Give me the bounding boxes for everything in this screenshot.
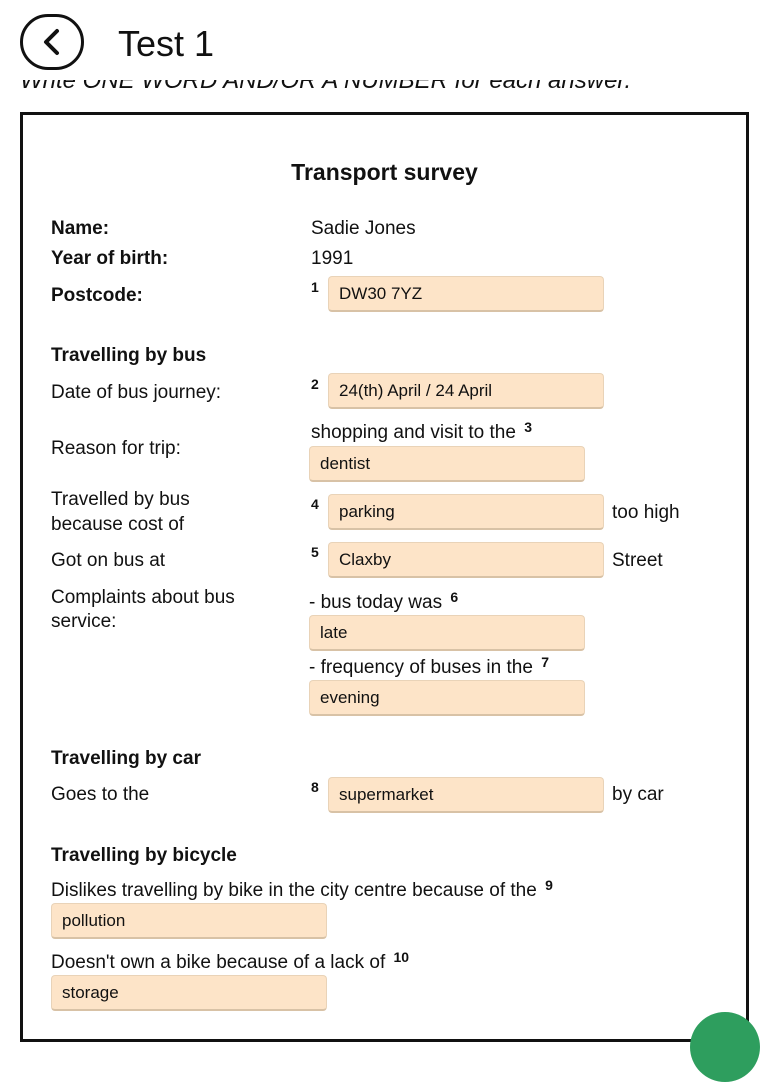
car-heading: Travelling by car	[51, 748, 201, 769]
reason-label: Reason for trip:	[51, 438, 181, 459]
birth-value: 1991	[311, 248, 354, 269]
complaints-label-line1: Complaints about bus	[51, 587, 235, 608]
reason-text: shopping and visit to the $^3$	[311, 419, 532, 443]
answer-field-4[interactable]: parking	[328, 494, 604, 530]
complaints-label-line2: service:	[51, 611, 117, 632]
cost-label-line1: Travelled by bus	[51, 489, 190, 510]
answer-field-9[interactable]: pollution	[51, 903, 327, 939]
by-car-suffix: by car	[612, 784, 664, 805]
floating-action-button[interactable]	[690, 1012, 760, 1082]
complaint-2-text: - frequency of buses in the $^7$	[309, 654, 549, 678]
answer-field-8[interactable]: supermarket	[328, 777, 604, 813]
answer-field-7[interactable]: evening	[309, 680, 585, 716]
answer-field-1[interactable]: DW30 7YZ	[328, 276, 604, 312]
cost-suffix: too high	[612, 502, 680, 523]
chevron-left-icon	[41, 28, 63, 56]
goes-label: Goes to the	[51, 784, 150, 805]
question-number-4: 4	[311, 496, 319, 512]
question-number-5: 5	[311, 544, 319, 560]
answer-field-3[interactable]: dentist	[309, 446, 585, 482]
no-bike-text: Doesn't own a bike because of a lack of $^{10}$	[51, 949, 410, 973]
complaint-1-text: - bus today was $^6$	[309, 589, 459, 613]
question-number-9: 9	[545, 877, 553, 893]
answer-field-6[interactable]: late	[309, 615, 585, 651]
form-title: Transport survey	[291, 159, 478, 185]
name-label: Name:	[51, 218, 110, 239]
question-number-2: 2	[311, 376, 319, 392]
answer-field-10[interactable]: storage	[51, 975, 327, 1011]
bus-heading: Travelling by bus	[51, 345, 207, 366]
name-value: Sadie Jones	[311, 218, 416, 239]
survey-form	[20, 112, 749, 1042]
question-number-6: 6	[450, 589, 459, 605]
answer-field-2[interactable]: 24(th) April / 24 April	[328, 373, 604, 409]
answer-field-5[interactable]: Claxby	[328, 542, 604, 578]
question-number-3: 3	[524, 419, 532, 435]
dislikes-text: Dislikes travelling by bike in the city centre because of the $^9$	[51, 877, 553, 901]
top-bar	[0, 0, 768, 80]
question-number-8: 8	[311, 779, 319, 795]
back-button[interactable]	[20, 14, 84, 70]
bicycle-heading: Travelling by bicycle	[51, 845, 237, 866]
street-suffix: Street	[612, 550, 663, 571]
page-title: Test 1	[118, 23, 215, 64]
question-number-1: 1	[311, 279, 319, 295]
birth-label: Year of birth:	[51, 248, 169, 269]
cost-label-line2: because cost of	[51, 514, 185, 535]
got-on-label: Got on bus at	[51, 550, 166, 571]
date-label: Date of bus journey:	[51, 382, 222, 403]
postcode-label: Postcode:	[51, 285, 143, 306]
question-number-7: 7	[541, 654, 549, 670]
question-number-10: 10	[393, 949, 410, 965]
